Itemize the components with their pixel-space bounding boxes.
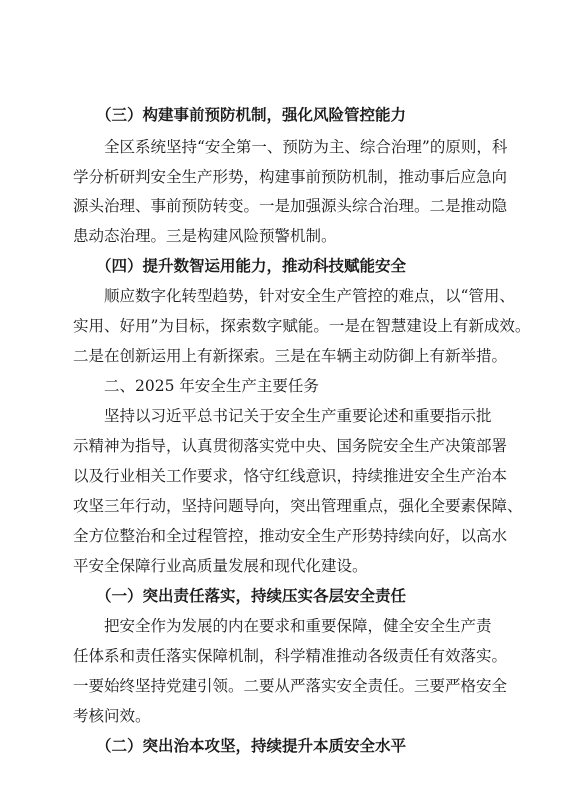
- paragraph-line: 源头治理、事前预防转变。一是加强源头综合治理。二是推动隐: [73, 197, 508, 215]
- section-heading: （四）提升数智运用能力，推动科技赋能安全: [96, 257, 407, 275]
- paragraph-line: 二是在创新运用上有新探索。三是在车辆主动防御上有新举措。: [73, 347, 508, 365]
- paragraph-line: 全方位整治和全过程管控，推动安全生产形势持续向好，以高水: [73, 527, 508, 545]
- paragraph-line: 把安全作为发展的内在要求和重要保障，健全安全生产责: [104, 617, 492, 635]
- paragraph-line: 示精神为指导，认真贯彻落实党中央、国务院安全生产决策部署: [73, 437, 508, 455]
- section-title: 二、2025 年安全生产主要任务: [104, 377, 319, 395]
- section-heading: （三）构建事前预防机制，强化风险管控能力: [96, 106, 407, 124]
- paragraph-line: 学分析研判安全生产形势，构建事前预防机制，推动事后应急向: [73, 168, 508, 186]
- section-heading: （二）突出治本攻坚，持续提升本质安全水平: [96, 737, 407, 755]
- paragraph-line: 任体系和责任落实保障机制，科学精准推动各级责任有效落实。: [73, 647, 508, 665]
- section-heading: （一）突出责任落实，持续压实各层安全责任: [96, 587, 407, 605]
- paragraph-line: 实用、好用”为目标，探索数字赋能。一是在智慧建设上有新成效。: [73, 317, 531, 335]
- paragraph-line: 以及行业相关工作要求，恪守红线意识，持续推进安全生产治本: [73, 467, 508, 485]
- paragraph-line: 一要始终坚持党建引领。二要从严落实安全责任。三要严格安全: [73, 677, 508, 695]
- paragraph-line: 平安全保障行业高质量发展和现代化建设。: [73, 557, 368, 575]
- paragraph-line: 患动态治理。三是构建风险预警机制。: [73, 227, 337, 245]
- paragraph-line: 坚持以习近平总书记关于安全生产重要论述和重要指示批: [104, 407, 492, 425]
- paragraph-line: 顺应数字化转型趋势，针对安全生产管控的难点，以“管用、: [104, 287, 515, 305]
- paragraph-line: 全区系统坚持“安全第一、预防为主、综合治理”的原则，科: [104, 138, 508, 156]
- paragraph-line: 考核问效。: [73, 707, 151, 725]
- paragraph-line: 攻坚三年行动，坚持问题导向，突出管理重点，强化全要素保障、: [73, 497, 523, 515]
